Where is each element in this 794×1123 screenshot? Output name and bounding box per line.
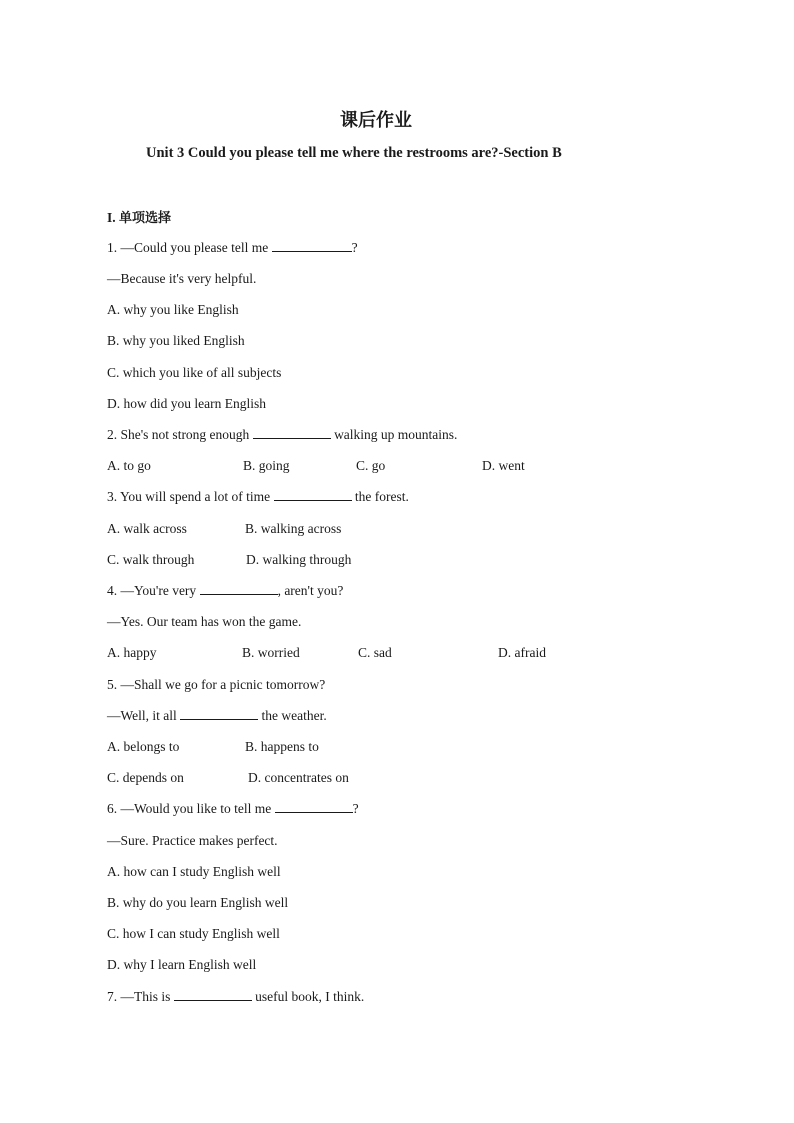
question-5-reply (107, 707, 327, 725)
question-5-blank (180, 707, 258, 720)
question-2-option-c: C. go (356, 458, 386, 473)
question-1-text: 1. —Could you please tell me (107, 240, 269, 255)
question-7-stem (107, 988, 364, 1006)
question-6-blank (275, 800, 353, 813)
question-5-option-b: B. happens to (245, 739, 319, 754)
question-4-text: 4. —You're very (107, 583, 197, 598)
question-6-reply: —Sure. Practice makes perfect. (107, 833, 278, 848)
question-2-text: 2. She's not strong enough (107, 427, 250, 442)
question-1-stem (107, 239, 358, 257)
question-4-option-b: B. worried (242, 645, 300, 660)
question-2-option-d: D. went (482, 458, 525, 473)
question-6-option-c: C. how I can study English well (107, 926, 280, 941)
question-5-option-c: C. depends on (107, 770, 184, 785)
question-1-end: ? (351, 240, 358, 255)
question-6-text: 6. —Would you like to tell me (107, 801, 272, 816)
question-1-option-c: C. which you like of all subjects (107, 365, 282, 380)
question-4-end: , aren't you? (277, 583, 344, 598)
question-5-option-d: D. concentrates on (248, 770, 349, 785)
question-5-option-a: A. belongs to (107, 739, 180, 754)
question-7-blank (174, 988, 252, 1001)
question-1-option-b: B. why you liked English (107, 333, 245, 348)
section-heading (107, 207, 171, 226)
question-3-blank (274, 488, 352, 501)
question-1-reply: —Because it's very helpful. (107, 271, 257, 286)
question-6-option-b: B. why do you learn English well (107, 895, 289, 910)
question-1-option-d: D. how did you learn English (107, 396, 266, 411)
question-3-option-b: B. walking across (245, 521, 342, 536)
question-5-stem: 5. —Shall we go for a picnic tomorrow? (107, 677, 326, 692)
question-3-option-d: D. walking through (246, 552, 352, 567)
question-4-option-c: C. sad (358, 645, 392, 660)
question-6-option-a: A. how can I study English well (107, 864, 281, 879)
question-6-end: ? (352, 801, 359, 816)
question-2-option-a: A. to go (107, 458, 151, 473)
unit-subtitle: Unit 3 Could you please tell me where the restrooms are?-Section B (146, 145, 562, 161)
section-number: I. (107, 210, 116, 225)
question-4-blank (200, 582, 278, 595)
question-7-end: useful book, I think. (255, 989, 365, 1004)
question-6-option-d: D. why I learn English well (107, 957, 257, 972)
question-2-end: walking up mountains. (334, 427, 458, 442)
question-3-end: the forest. (354, 489, 409, 504)
question-3-text: 3. You will spend a lot of time (107, 489, 271, 504)
question-4-reply: —Yes. Our team has won the game. (107, 614, 302, 629)
page-title: 课后作业 (340, 110, 412, 131)
question-3-option-c: C. walk through (107, 552, 195, 567)
question-7-text: 7. —This is (107, 989, 171, 1004)
question-4-option-d: D. afraid (498, 645, 546, 660)
section-heading-text: 单项选择 (119, 211, 172, 226)
question-2-blank (253, 426, 331, 439)
question-5-reply-end: the weather. (261, 708, 327, 723)
question-6-stem (107, 800, 359, 818)
question-5-reply-text: —Well, it all (107, 708, 177, 723)
question-1-option-a: A. why you like English (107, 302, 239, 317)
question-4-stem (107, 582, 343, 600)
question-1-blank (272, 239, 352, 252)
question-2-option-b: B. going (243, 458, 290, 473)
question-2-stem (107, 426, 457, 444)
question-4-option-a: A. happy (107, 645, 157, 660)
question-3-option-a: A. walk across (107, 521, 187, 536)
question-3-stem (107, 488, 409, 506)
